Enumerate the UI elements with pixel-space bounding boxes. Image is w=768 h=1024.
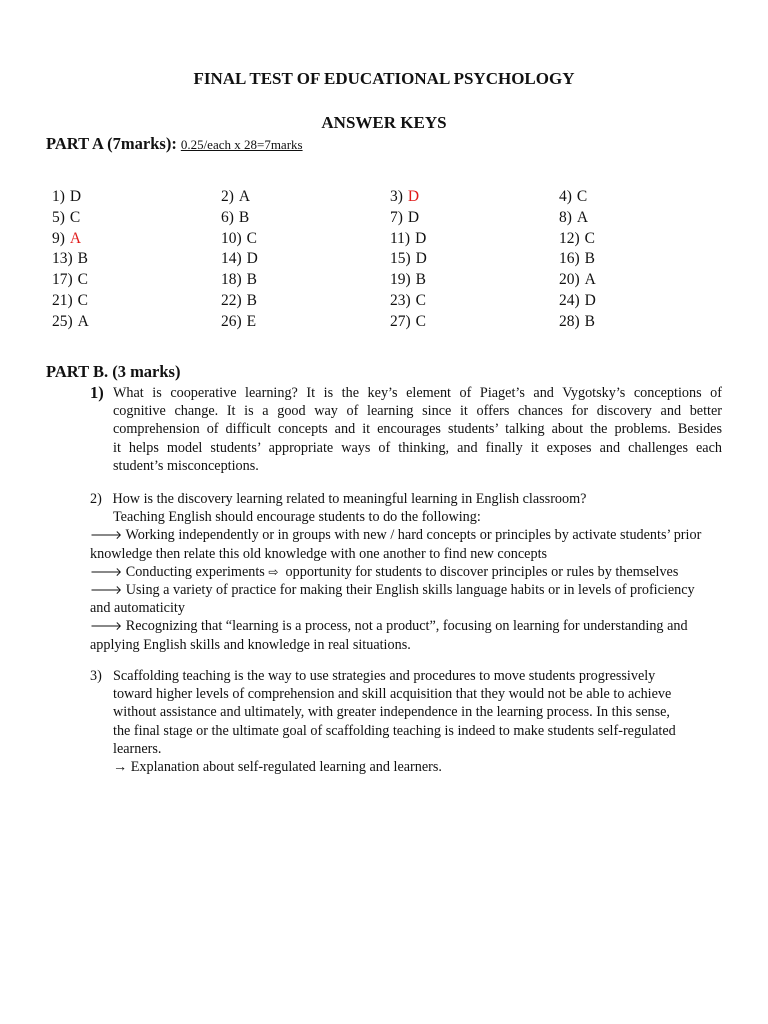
- q2-item-4: [90, 617, 730, 635]
- answer-item: [390, 230, 426, 248]
- answer-number: 17): [52, 271, 73, 289]
- answer-letter: C: [584, 229, 596, 247]
- answer-number: 26): [221, 312, 242, 330]
- q2-item-4-text: Recognizing that “learning is a process, not a product”, focusing on learning for understanding and: [125, 618, 688, 635]
- q3-line: learners.: [113, 740, 162, 757]
- answer-item: [559, 209, 588, 227]
- answer-item: [390, 188, 419, 206]
- q2-item-1: [90, 526, 730, 544]
- q1-line: What is cooperative learning? It is the key’s element of Piaget’s and Vygotsky’s conceptions of: [113, 385, 722, 401]
- answer-number: 12): [559, 229, 580, 247]
- q1-line: it helps model students’ appropriate ways of thinking, and finally it exposes and challenges each: [113, 439, 722, 456]
- answer-item: [221, 230, 257, 248]
- answer-letter: C: [77, 292, 89, 309]
- answer-item: [52, 188, 81, 206]
- answer-letter: B: [238, 208, 250, 226]
- answer-letter: B: [415, 271, 427, 289]
- answer-item: [52, 271, 88, 289]
- answer-letter: C: [69, 208, 81, 226]
- answer-number: 5): [52, 208, 65, 226]
- answer-number: 14): [221, 250, 242, 268]
- answer-item: [221, 250, 258, 268]
- answer-number: 1): [52, 188, 65, 205]
- answer-number: 21): [52, 292, 73, 309]
- arrow-right-icon: 🡒: [90, 583, 123, 598]
- question-2-block: [90, 490, 730, 654]
- q3-line: Scaffolding teaching is the way to use strategies and procedures to move students progressively: [113, 668, 656, 684]
- answer-letter: A: [69, 229, 82, 247]
- answer-letter: C: [77, 271, 89, 289]
- answer-number: 23): [390, 292, 411, 309]
- answer-letter: D: [415, 229, 427, 247]
- question-3-answer: [113, 667, 723, 776]
- answer-number: 19): [390, 271, 411, 289]
- q1-line: cognitive change. It is a good way of learning since it offers chances for discovery and better: [113, 403, 722, 420]
- question-1-answer: [113, 384, 722, 475]
- answer-number: 3): [390, 188, 403, 205]
- answer-letter: A: [584, 271, 596, 289]
- q3-line: the final stage or the ultimate goal of scaffolding teaching is indeed to make students self-regulated: [113, 722, 676, 739]
- answer-item: [221, 209, 249, 227]
- answer-number: 6): [221, 208, 234, 226]
- q3-explanation: → Explanation about self-regulated learning and learners.: [113, 759, 442, 776]
- answer-item: [559, 271, 596, 289]
- answer-letter: C: [415, 292, 427, 309]
- answer-letter: B: [246, 271, 258, 289]
- document-subtitle: ANSWER KEYS: [321, 113, 447, 132]
- answer-item: [221, 292, 257, 310]
- part-b-heading: PART B. (3 marks): [46, 362, 181, 381]
- answer-letter: D: [69, 188, 82, 205]
- answer-number: 10): [221, 229, 242, 247]
- answer-item: [559, 292, 596, 310]
- answer-letter: B: [584, 312, 596, 330]
- answer-letter: B: [77, 250, 89, 268]
- answer-number: 16): [559, 250, 580, 268]
- answer-number: 20): [559, 271, 580, 289]
- q3-line: without assistance and ultimately, with greater independence in the learning process. In this sense,: [113, 704, 670, 721]
- answer-item: [390, 209, 419, 227]
- question-2-text: How is the discovery learning related to meaningful learning in English classroom?: [112, 491, 587, 507]
- answer-letter: D: [407, 188, 420, 205]
- answer-item: [390, 271, 426, 289]
- q2-item-1-text: Working independently or in groups with new / hard concepts or principles by activate students’ prior: [125, 527, 702, 544]
- answer-number: 28): [559, 312, 580, 330]
- question-2-prompt: [90, 490, 730, 508]
- answer-number: 18): [221, 271, 242, 289]
- q2-item-2-text-b: opportunity for students to discover principles or rules by themselves: [285, 563, 679, 580]
- question-2-intro: Teaching English should encourage students to do the following:: [113, 509, 481, 526]
- answer-item: [221, 313, 256, 331]
- answer-number: 25): [52, 312, 73, 330]
- answer-letter: D: [246, 250, 258, 268]
- answer-number: 13): [52, 250, 73, 268]
- answer-number: 15): [390, 250, 411, 268]
- answer-item: [52, 250, 88, 268]
- answer-item: [221, 188, 250, 206]
- q1-line: student’s misconceptions.: [113, 457, 259, 474]
- answer-number: 9): [52, 229, 65, 247]
- answer-item: [390, 292, 426, 310]
- answer-letter: C: [415, 312, 427, 330]
- answer-number: 8): [559, 208, 572, 226]
- hollow-arrow-icon: ⇨: [268, 564, 279, 579]
- answer-number: 11): [390, 229, 411, 247]
- question-2-number: 2): [90, 491, 102, 507]
- answer-letter: D: [415, 250, 427, 268]
- q2-item-3-continued: and automaticity: [90, 600, 185, 617]
- answer-number: 7): [390, 208, 403, 226]
- question-1-number: 1): [90, 383, 104, 402]
- answer-letter: C: [576, 188, 588, 205]
- arrow-right-icon: 🡒: [90, 619, 123, 634]
- answer-item: [559, 230, 595, 248]
- answer-letter: E: [246, 312, 257, 330]
- answer-number: 2): [221, 188, 234, 205]
- answer-item: [52, 292, 88, 310]
- answer-letter: A: [77, 312, 89, 330]
- answer-item: [559, 188, 587, 206]
- answer-letter: B: [584, 250, 596, 268]
- answer-letter: D: [584, 292, 596, 309]
- answer-item: [390, 313, 426, 331]
- answer-item: [221, 271, 257, 289]
- answer-item: [52, 209, 80, 227]
- part-a-heading: [46, 134, 303, 154]
- q3-line: toward higher levels of comprehension and skill acquisition that they would not be able to achieve: [113, 686, 672, 703]
- answer-letter: B: [246, 292, 258, 309]
- answer-item: [390, 250, 427, 268]
- answer-item: [559, 313, 595, 331]
- arrow-right-icon: 🡒: [90, 528, 123, 543]
- document-title: FINAL TEST OF EDUCATIONAL PSYCHOLOGY: [193, 69, 575, 88]
- answer-number: 22): [221, 292, 242, 309]
- arrow-right-icon: 🡒: [90, 564, 123, 579]
- part-a-scoring: 0.25/each x 28=7marks: [180, 137, 303, 152]
- q2-item-4-continued: applying English skills and knowledge in real situations.: [90, 636, 411, 653]
- answer-item: [52, 313, 89, 331]
- part-a-title: PART A (7marks):: [46, 134, 177, 153]
- q2-item-3: [90, 581, 730, 599]
- q2-item-2: [90, 563, 730, 581]
- answer-letter: A: [238, 188, 251, 205]
- answer-letter: D: [407, 208, 420, 226]
- answer-number: 4): [559, 188, 572, 205]
- answer-number: 27): [390, 312, 411, 330]
- q1-line: comprehension of difficult concepts and it encourages students’ talking about the problems. Besides: [113, 421, 722, 438]
- answer-letter: A: [576, 208, 589, 226]
- q2-item-1-continued: knowledge then relate this old knowledge with one another to find new concepts: [90, 545, 548, 562]
- question-3-number: 3): [90, 668, 102, 684]
- answer-item: [52, 230, 81, 248]
- answer-number: 24): [559, 292, 580, 309]
- q2-item-2-text: Conducting experiments: [125, 563, 265, 580]
- answer-letter: C: [246, 229, 258, 247]
- q2-item-3-text: Using a variety of practice for making their English skills language habits or in levels of proficiency: [125, 582, 695, 599]
- answer-item: [559, 250, 595, 268]
